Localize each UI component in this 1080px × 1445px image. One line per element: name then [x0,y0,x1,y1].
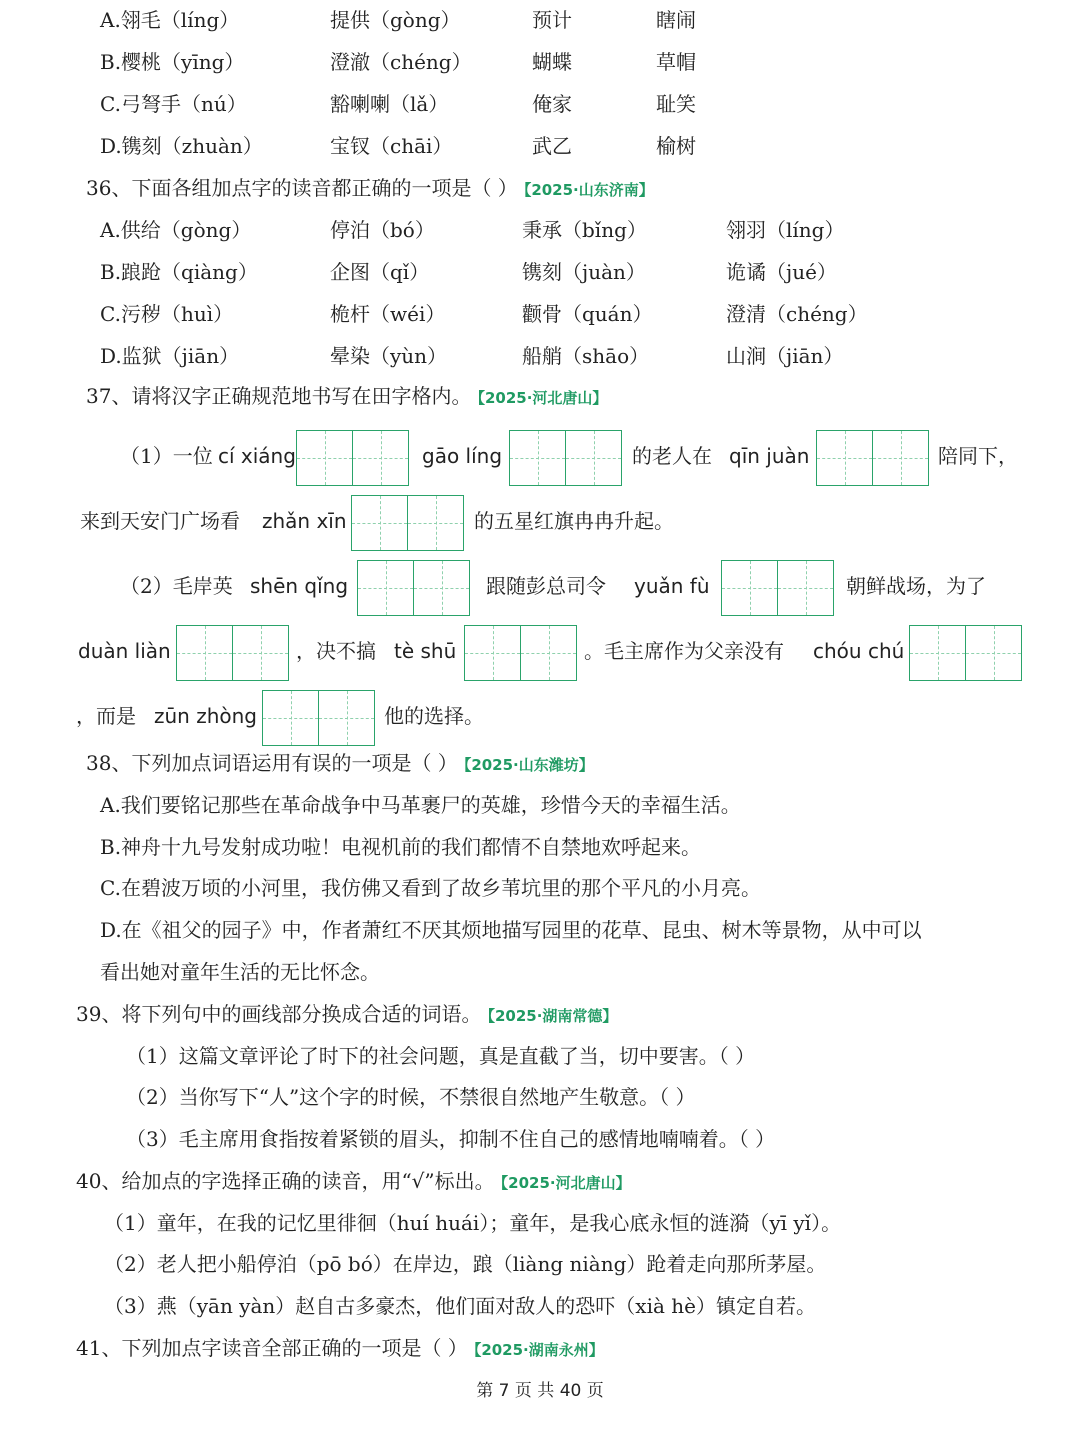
q37-p1-middle: 的老人在 [632,444,712,468]
q36-b-1: B.踉跄（qiàng） [100,260,258,284]
q37-p2-middle: 跟随彭总司令 [486,574,606,598]
q36-b-3: 镌刻（juàn） [522,260,646,284]
q38-option-d-line1: D.在《祖父的园子》中，作者萧红不厌其烦地描写园里的花草、昆虫、树木等景物，从中可以 [100,918,922,942]
q35-a-3: 预计 [532,8,572,32]
q37-p2-end: 朝鲜战场，为了 [846,574,986,598]
q41-text: 41、下列加点字读音全部正确的一项是（ ） [76,1336,468,1360]
tianzige-cixiang[interactable] [296,430,409,486]
tianzige-gaoling[interactable] [509,430,622,486]
q36-b-2: 企图（qǐ） [330,260,430,284]
q40-question [76,1167,631,1197]
q40-sentence-3: （3）燕（yān yàn）赵自古多豪杰，他们面对敌人的恐吓（xià hè）镇定自若。 [104,1294,816,1318]
q36-question [86,174,654,204]
q39-question [76,1000,617,1030]
q35-d-2: 宝钗（chāi） [330,134,453,158]
q37-pinyin-cixiang: cí xiáng [218,444,296,468]
q36-d-1: D.监狱（jiān） [100,344,240,368]
q37-pinyin-shenqing: shēn qǐng [250,574,349,598]
tianzige-duanlian[interactable] [176,625,289,681]
q40-source-tag: 【2025·河北唐山】 [500,1174,631,1192]
q38-option-a: A.我们要铭记那些在革命战争中马革裹尸的英雄，珍惜今天的幸福生活。 [100,793,741,817]
q38-option-b: B.神舟十九号发射成功啦！电视机前的我们都情不自禁地欢呼起来。 [100,835,702,859]
q35-b-2: 澄澈（chéng） [330,50,472,74]
q37-p4-end: 他的选择。 [384,704,484,728]
tianzige-chouchu[interactable] [909,625,1022,681]
q37-pinyin-teshu: tè shū [394,639,457,663]
q40-sentence-1: （1）童年，在我的记忆里徘徊（huí huái）；童年，是我心底永恒的涟漪（yī yǐ）。 [104,1211,842,1235]
q36-c-1: C.污秽（huì） [100,302,234,326]
q35-c-4: 耻笑 [656,92,696,116]
q38-option-d-line2: 看出她对童年生活的无比怀念。 [100,960,380,984]
q36-a-1: A.供给（gòng） [100,218,252,242]
q36-c-2: 桅杆（wéi） [330,302,446,326]
q36-b-4: 诡谲（jué） [726,260,837,284]
q35-c-1: C.弓弩手（nú） [100,92,247,116]
q39-source-tag: 【2025·湖南常德】 [487,1007,618,1025]
q36-d-4: 山涧（jiān） [726,344,844,368]
q38-source-tag: 【2025·山东潍坊】 [463,756,594,774]
q36-a-4: 翎羽（líng） [726,218,845,242]
q38-question [86,749,594,779]
q36-d-2: 晕染（yùn） [330,344,448,368]
q35-c-2: 豁喇喇（lǎ） [330,92,449,116]
q37-p1-end: 陪同下， [938,444,1018,468]
q39-sentence-2: （2）当你写下“人”这个字的时候，不禁很自然地产生敬意。（ ） [126,1085,696,1109]
tianzige-zhanxin[interactable] [351,495,464,551]
q35-a-1: A.翎毛（líng） [100,8,240,32]
q38-text: 38、下列加点词语运用有误的一项是（ ） [86,751,458,775]
q35-b-3: 蝴蝶 [532,50,572,74]
q41-source-tag: 【2025·湖南永州】 [473,1341,604,1359]
q37-pinyin-qinjuan: qīn juàn [729,444,810,468]
q37-pinyin-gaoling: gāo líng [422,444,503,468]
tianzige-shenqing[interactable] [357,560,470,616]
q35-a-2: 提供（gòng） [330,8,461,32]
q39-sentence-1: （1）这篇文章评论了时下的社会问题，真是直截了当，切中要害。（ ） [126,1044,756,1068]
q37-p4-prefix: ，而是 [76,704,136,728]
q36-a-2: 停泊（bó） [330,218,435,242]
q37-pinyin-duanlian: duàn liàn [78,639,171,663]
q40-sentence-2: （2）老人把小船停泊（pō bó）在岸边，踉（liàng niàng）跄着走向那所茅屋。 [104,1252,827,1276]
q35-d-4: 榆树 [656,134,696,158]
q37-p3-middle2: 。毛主席作为父亲没有 [584,639,784,663]
q35-a-4: 瞎闹 [656,8,696,32]
q35-d-1: D.镌刻（zhuàn） [100,134,263,158]
q37-p1b-prefix: 来到天安门广场看 [80,509,240,533]
q37-pinyin-zunzhong: zūn zhòng [154,704,257,728]
q41-question [76,1334,604,1364]
q35-b-1: B.樱桃（yīng） [100,50,245,74]
q37-pinyin-yuanfu: yuǎn fù [634,574,710,598]
q36-source-tag: 【2025·山东济南】 [523,181,654,199]
q35-c-3: 俺家 [532,92,572,116]
q36-d-3: 船艄（shāo） [522,344,650,368]
q37-source-tag: 【2025·河北唐山】 [477,389,608,407]
q36-c-4: 澄清（chéng） [726,302,868,326]
q35-d-3: 武乙 [532,134,572,158]
tianzige-yuanfu[interactable] [721,560,834,616]
tianzige-teshu[interactable] [464,625,577,681]
q36-text: 36、下面各组加点字的读音都正确的一项是（ ） [86,176,518,200]
q37-text: 37、请将汉字正确规范地书写在田字格内。 [86,384,472,408]
q37-p1-prefix: （1）一位 [120,444,213,468]
q37-question [86,382,607,412]
q38-option-c: C.在碧波万顷的小河里，我仿佛又看到了故乡苇坑里的那个平凡的小月亮。 [100,876,761,900]
q37-pinyin-chouchu: chóu chú [813,639,905,663]
q37-p1b-end: 的五星红旗冉冉升起。 [474,509,674,533]
q40-text: 40、给加点的字选择正确的读音，用“√”标出。 [76,1169,495,1193]
q35-b-4: 草帽 [656,50,696,74]
q39-text: 39、将下列句中的画线部分换成合适的词语。 [76,1002,482,1026]
q36-c-3: 颧骨（quán） [522,302,653,326]
q37-p2-prefix: （2）毛岸英 [120,574,233,598]
q37-pinyin-zhanxin: zhǎn xīn [262,509,347,533]
q37-p3-middle1: ，决不搞 [296,639,376,663]
page-footer: 第 7 页 共 40 页 [476,1381,604,1401]
q36-a-3: 秉承（bǐng） [522,218,647,242]
q39-sentence-3: （3）毛主席用食指按着紧锁的眉头，抑制不住自己的感情地喃喃着。（ ） [126,1127,776,1151]
tianzige-zunzhong[interactable] [262,690,375,746]
tianzige-qinjuan[interactable] [816,430,929,486]
